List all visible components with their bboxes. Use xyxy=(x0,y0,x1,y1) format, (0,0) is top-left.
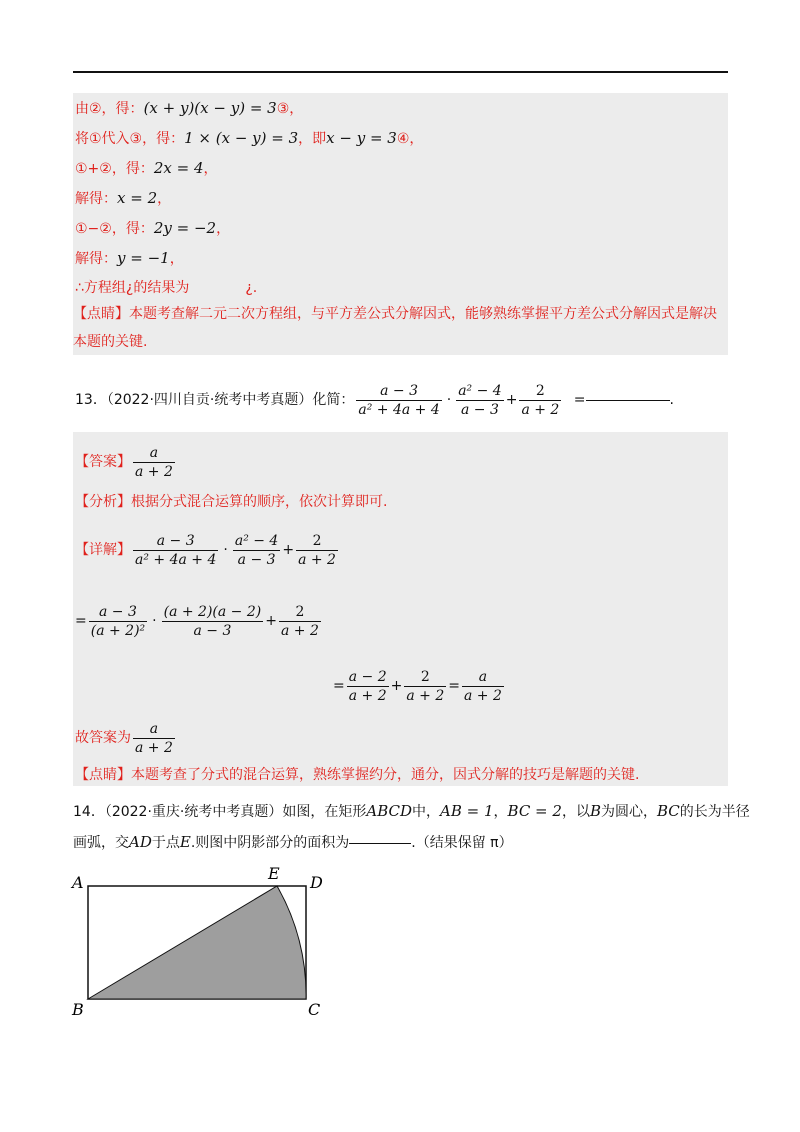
solution-line-2 xyxy=(75,128,423,149)
text: ①−②，得： xyxy=(75,221,154,237)
numerator: a² − 4 xyxy=(234,532,279,549)
text: 于点 xyxy=(151,835,180,851)
denominator: a + 2 xyxy=(521,401,560,418)
question-14 xyxy=(73,796,750,858)
denominator: a + 2 xyxy=(406,687,445,704)
vertex-label-d: D xyxy=(310,873,323,892)
punct: ， xyxy=(169,251,184,267)
math: BC = 2 xyxy=(507,802,562,820)
equation: x − y = 3 xyxy=(326,129,397,147)
comment-12 xyxy=(73,300,728,356)
numerator: a xyxy=(149,720,159,737)
solution-line-3 xyxy=(75,158,218,179)
fraction xyxy=(296,532,338,569)
fraction xyxy=(162,603,264,640)
fraction xyxy=(347,668,389,705)
math: B xyxy=(589,802,601,820)
numerator: 2 xyxy=(295,603,305,620)
fraction xyxy=(89,603,147,640)
question-14-line-2 xyxy=(73,827,728,858)
text: 中， xyxy=(412,804,440,820)
detail-step-3: = $\frac{a - 2}{a + 2}$ + $\frac{2}{a + 2}$ = $\frac{a}{a + 2}$ xyxy=(333,668,502,704)
question-13: 13．（2022·四川自贡·统考中考真题）化简： $\frac{a - 3}{\text{a² + 4a + 4}}$ · $\frac{\text{a² − 4}}{a - 3}$ + $\frac{2}{a + 2}$ = . xyxy=(75,382,674,418)
geometry-figure xyxy=(60,860,350,1020)
text: 的长为半径 xyxy=(679,804,750,820)
vertex-label-b: B xyxy=(72,1000,84,1019)
numerator: a − 2 xyxy=(348,668,387,685)
denominator: a − 3 xyxy=(162,621,264,640)
shaded-sector xyxy=(88,886,306,999)
punct: . xyxy=(669,392,674,408)
comment-text: 本题考查解二元二次方程组，与平方差公式分解因式，能够熟练掌握平方差公式分解因式是解决本题的关键. xyxy=(73,306,717,350)
analysis-tag: 【分析】 xyxy=(75,494,131,510)
text: 由②，得： xyxy=(75,101,144,117)
detail-tag: 【详解】 xyxy=(75,542,131,558)
answer-blank[interactable] xyxy=(586,400,670,401)
vertex-label-c: C xyxy=(308,1000,321,1019)
denominator: a² + 4a + 4 xyxy=(358,401,440,418)
equation-mark: ③ xyxy=(276,101,290,117)
numerator: a − 3 xyxy=(380,382,418,399)
text: ，即 xyxy=(298,131,327,147)
equation: 2y = −2 xyxy=(153,219,217,237)
fraction xyxy=(133,720,175,757)
text: ， xyxy=(493,804,508,820)
equation: y = −1 xyxy=(117,249,170,267)
header-rule xyxy=(73,71,728,73)
solution-line-7 xyxy=(75,278,257,298)
denominator: a + 2 xyxy=(298,551,336,568)
numerator: a − 3 xyxy=(99,603,137,620)
punct: ， xyxy=(289,101,304,117)
denominator: a + 2 xyxy=(348,687,387,704)
numerator: 2 xyxy=(535,382,545,399)
comment-text: 本题考查了分式的混合运算，熟练掌握约分，通分，因式分解的技巧是解题的关键. xyxy=(131,767,640,783)
punct: ， xyxy=(203,161,218,177)
detail-step-2: = $\frac{a - 3}{\text{(a + 2)²}}$ · $\frac{(a + 2)(a - 2)}{a - 3}$ + $\frac{2}{a + 2}$ xyxy=(75,603,319,639)
text: ∴方程组¿的结果为 xyxy=(75,280,190,296)
math: E xyxy=(179,833,191,851)
comment-13 xyxy=(75,765,639,785)
denominator: a² + 4a + 4 xyxy=(135,551,217,568)
analysis-text: 根据分式混合运算的顺序，依次计算即可. xyxy=(131,494,388,510)
punct: ， xyxy=(157,191,172,207)
equation: 2x = 4 xyxy=(153,159,204,177)
punct: ， xyxy=(216,221,231,237)
denominator: a + 2 xyxy=(463,687,502,704)
solution-line-5 xyxy=(75,218,230,239)
equation: x = 2 xyxy=(117,189,158,207)
vertex-label-e: E xyxy=(268,864,280,883)
math: AB = 1 xyxy=(440,802,494,820)
numerator: 2 xyxy=(420,668,430,685)
math: ABCD xyxy=(366,802,412,820)
math: AD xyxy=(129,833,152,851)
text: 画弧，交 xyxy=(73,835,129,851)
fraction xyxy=(519,382,561,419)
comment-tag: 【点睛】 xyxy=(73,306,129,322)
denominator: a + 2 xyxy=(135,739,173,756)
solution-line-1 xyxy=(75,98,303,119)
punct: ， xyxy=(409,131,424,147)
text: ①+②，得： xyxy=(75,161,154,177)
numerator: a xyxy=(149,444,159,461)
math: BC xyxy=(656,802,680,820)
answer-tag: 【答案】 xyxy=(75,454,131,470)
equation-mark: ④ xyxy=(396,131,410,147)
text: .则图中阴影部分的面积为 xyxy=(190,835,350,851)
solution-line-6 xyxy=(75,248,184,269)
numerator: 2 xyxy=(312,532,322,549)
question-number: 13． xyxy=(75,392,107,408)
question-number: 14． xyxy=(73,804,105,820)
text: 将①代入③，得： xyxy=(75,131,185,147)
text: 故答案为 xyxy=(75,730,131,746)
equals-sign: = xyxy=(573,392,586,408)
denominator: a + 2 xyxy=(135,463,173,480)
denominator: a − 3 xyxy=(233,550,281,569)
question-14-line-1 xyxy=(73,796,750,827)
text: ，以 xyxy=(561,804,590,820)
text: （2022·重庆·统考中考真题）如图，在矩形 xyxy=(104,804,367,820)
text: 解得： xyxy=(75,251,117,267)
numerator: (a + 2)(a − 2) xyxy=(163,603,262,620)
text: ¿. xyxy=(245,280,258,296)
text: 解得： xyxy=(75,191,117,207)
analysis-13 xyxy=(75,492,387,512)
final-answer-13 xyxy=(75,716,177,760)
fraction xyxy=(462,668,504,705)
fraction xyxy=(133,444,175,481)
solution-line-4 xyxy=(75,188,171,209)
fraction xyxy=(456,382,504,419)
vertex-label-a: A xyxy=(72,873,84,892)
numerator: a xyxy=(478,668,488,685)
equation: 1 × (x − y) = 3 xyxy=(184,129,299,147)
denominator: a + 2 xyxy=(280,622,319,639)
question-text: （2022·四川自贡·统考中考真题）化简： xyxy=(106,392,355,408)
comment-tag: 【点睛】 xyxy=(75,767,131,783)
answer-13 xyxy=(75,440,177,484)
fraction xyxy=(279,603,321,640)
fraction xyxy=(133,532,218,569)
denominator: (a + 2)² xyxy=(90,622,146,639)
answer-blank[interactable] xyxy=(349,843,411,844)
detail-step-1: 【详解】 $\frac{a - 3}{\text{a² + 4a + 4}}$ · $\frac{\text{a² − 4}}{a - 3}$ + $\frac{2}{a + 2}$ xyxy=(75,532,336,568)
numerator: a² − 4 xyxy=(458,382,502,399)
equation: (x + y)(x − y) = 3 xyxy=(143,99,277,117)
text: .（结果保留 π） xyxy=(411,835,513,851)
numerator: a − 3 xyxy=(156,532,195,549)
text: 为圆心， xyxy=(600,804,657,820)
fraction xyxy=(356,382,441,419)
fraction xyxy=(233,532,281,569)
fraction xyxy=(404,668,446,705)
denominator: a − 3 xyxy=(456,400,504,419)
